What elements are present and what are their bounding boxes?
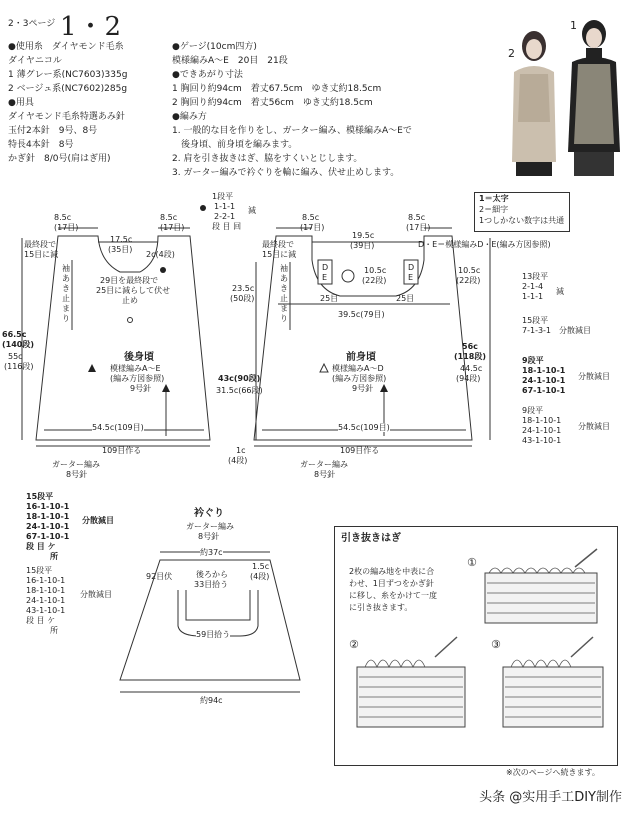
front-garter-needle: 8号針 (314, 470, 336, 479)
technique-title: 引き抜きはぎ (341, 533, 401, 544)
back-armhole-rows: (50段) (230, 294, 255, 303)
note-dec: 減 (556, 287, 564, 296)
front-d-label: D (322, 263, 329, 272)
back-top-mid-sts: (35目) (108, 245, 133, 254)
back-side-4: 止 (62, 294, 70, 303)
note-1-1-1: 1-1-1 (522, 292, 544, 301)
front-top-left: 8.5c (302, 213, 320, 222)
bl-b4: 24-1-10-1 (26, 596, 66, 605)
technique-illustrations (335, 527, 617, 765)
back-bottom-width: 54.5c(109目) (92, 423, 144, 432)
dimensions-title: ●できあがり寸法 (172, 70, 243, 80)
back-hem: 1c (236, 446, 246, 455)
back-neck: 2c(4段) (146, 250, 175, 259)
method-title: ●編み方 (172, 112, 207, 122)
bl-b1: 15段平 (26, 566, 53, 575)
materials-color2: 2 ベージュ系(NC7602)285g (8, 84, 128, 94)
back-armhole: 23.5c (232, 284, 255, 293)
front-side-6: り (280, 314, 288, 323)
back-dec-note4: 段 目 回 (212, 222, 242, 231)
back-last-row2: 15目に減 (24, 250, 59, 259)
back-length-total: 66.5c (2, 330, 27, 339)
front-needle: 9号針 (352, 384, 374, 393)
back-title: 後身頃 (124, 352, 154, 363)
back-garter-needle: 8号針 (66, 470, 88, 479)
gauge-title: ●ゲージ(10cm四方) (172, 42, 257, 52)
back-dec-note3: 2-2-1 (214, 212, 236, 221)
tools-line2: 玉付2本針 9号、8号 (8, 126, 98, 136)
technique-text1: 2枚の編み地を中表に合 (349, 567, 435, 576)
back-cast-on: 109目作る (102, 446, 142, 455)
front-de-note: D・E＝模様編みD・E(編み方図参照) (418, 240, 551, 249)
note-18-a: 18-1-10-1 (522, 366, 566, 375)
back-side-6: り (62, 314, 70, 323)
note-13rows: 13段平 (522, 272, 549, 281)
bl-a7: 所 (50, 552, 58, 561)
back-body-length-2: 31.5c(66段) (216, 386, 263, 395)
collar-width-94: 約94c (200, 696, 223, 705)
back-pattern: 模様編みA～E (110, 364, 161, 373)
bl-a1: 15段平 (26, 492, 54, 501)
note-dist-a: 分散減目 (578, 372, 610, 381)
front-side-2: あ (280, 274, 288, 283)
technique-text4: に引き抜きます。 (349, 603, 413, 612)
method-step3: 3. ガーター編みで衿ぐりを輪に編み、伏せ止めします。 (172, 168, 400, 178)
back-top-right: 8.5c (160, 213, 178, 222)
collar-needle: 8号針 (198, 532, 220, 541)
gauge-value: 模様編みA～E 20目 21段 (172, 56, 288, 66)
bl-b-dist: 分散減目 (80, 590, 112, 599)
collar-title: 衿ぐり (194, 508, 224, 519)
front-top-right-sts: (17目) (406, 223, 431, 232)
dimensions-2: 2 胸回り約94cm 着丈56cm ゆき丈約18.5cm (172, 98, 373, 108)
front-r1: 10.5c (458, 266, 481, 275)
bl-a3: 18-1-10-1 (26, 512, 70, 521)
back-top-left: 8.5c (54, 213, 72, 222)
back-hem-rows: (4段) (228, 456, 248, 465)
collar-garter: ガーター編み (186, 522, 234, 531)
back-side-5: ま (62, 304, 70, 313)
method-step1: 1. 一般的な目を作りをし、ガーター編み、模様編みA～Eで (172, 126, 412, 136)
back-stop3: 止め (122, 296, 138, 305)
front-bottom-width: 54.5c(109目) (338, 423, 390, 432)
back-stop2: 25目に減らして伏せ (96, 286, 171, 295)
note-2-1-4: 2-1-4 (522, 282, 544, 291)
materials-yarn: ダイヤニコル (8, 56, 62, 66)
bl-b3: 18-1-10-1 (26, 586, 66, 595)
front-cast-on: 109目作る (340, 446, 380, 455)
note-15rows: 15段平 (522, 316, 549, 325)
technique-text2: わせ、1目ずつをかぎ針 (349, 579, 434, 588)
front-25-right: 25目 (396, 294, 415, 303)
technique-box (334, 526, 618, 766)
note-9rows-b: 9段平 (522, 406, 544, 415)
photo-number-1: 1 (570, 19, 577, 32)
back-side-1: 袖 (62, 264, 70, 273)
front-top-right: 8.5c (408, 213, 426, 222)
bl-a2: 16-1-10-1 (26, 502, 70, 511)
back-pattern-ref: (編み方図参照) (110, 374, 165, 383)
back-length-2: 55c (8, 352, 23, 361)
note-24-a: 24-1-10-1 (522, 376, 566, 385)
front-r1-rows: (22段) (456, 276, 481, 285)
front-length-2: 44.5c (460, 364, 483, 373)
back-length-rows: (140段) (2, 340, 35, 349)
note-9rows-a: 9段平 (522, 356, 544, 365)
note-dist-b: 分散減目 (578, 422, 610, 431)
front-top-mid-sts: (39目) (350, 241, 375, 250)
legend-line3: 1つしかない数字は共通 (479, 216, 565, 225)
note-7-1-3-1: 7-1-3-1 分散減目 (522, 326, 592, 335)
back-top-left-sts: (17目) (54, 223, 79, 232)
front-d-label-right: D (408, 263, 415, 272)
front-title: 前身頃 (346, 352, 376, 363)
method-step1b: 後身頃、前身頃を編みます。 (172, 140, 298, 150)
back-length-2-rows: (116段) (4, 362, 34, 371)
back-stop1: 29目を最終段で (100, 276, 159, 285)
tools-title: ●用具 (8, 98, 34, 108)
legend-line2: 2＝細字 (479, 205, 509, 214)
back-side-2: あ (62, 274, 70, 283)
note-43-b: 43-1-10-1 (522, 436, 562, 445)
bl-b5: 43-1-10-1 (26, 606, 66, 615)
front-top-mid: 19.5c (352, 231, 375, 240)
front-side-5: ま (280, 304, 288, 313)
front-pattern-ref: (編み方図参照) (332, 374, 387, 383)
front-side-3: き (280, 284, 288, 293)
back-top-mid: 17.5c (110, 235, 133, 244)
collar-92-bind: 92目伏 (146, 572, 173, 581)
back-dec-label: 減 (248, 206, 256, 215)
front-e-label-right: E (408, 273, 414, 282)
photo-number-2: 2 (508, 47, 515, 60)
collar-back-pick1: 後ろから (196, 570, 228, 579)
front-side-4: 止 (280, 294, 288, 303)
front-last-row1: 最終段で (262, 240, 294, 249)
note-18-b: 18-1-10-1 (522, 416, 562, 425)
bl-a5: 67-1-10-1 (26, 532, 70, 541)
bl-a4: 24-1-10-1 (26, 522, 70, 531)
back-side-3: き (62, 284, 70, 293)
collar-back-pick2: 33目拾う (194, 580, 229, 589)
dimensions-1: 1 胸回り約94cm 着丈67.5cm ゆき丈約18.5cm (172, 84, 382, 94)
method-step2: 2. 肩を引き抜きはぎ、脇をすくいとじします。 (172, 154, 363, 164)
front-length-rows: (118段) (454, 352, 487, 361)
bl-b6: 段 目 ケ (26, 616, 56, 625)
materials-title: ●使用糸 ダイヤモンド毛糸 (8, 42, 124, 52)
front-side-1: 袖 (280, 264, 288, 273)
back-garter: ガーター編み (52, 460, 100, 469)
bl-a6: 段 目 ケ (26, 542, 56, 551)
front-neck-depth: 10.5c (364, 266, 387, 275)
collar-1-5c-rows: (4段) (250, 572, 270, 581)
technique-text3: に移し、糸をかけて一度 (349, 591, 437, 600)
front-neck-rows: (22段) (362, 276, 387, 285)
pattern-numbers: 1・2 (60, 12, 123, 42)
watermark: 头条 @实用手工DIY制作 (479, 790, 622, 805)
front-length-2-rows: (94段) (456, 374, 481, 383)
front-top-left-sts: (17目) (300, 223, 325, 232)
front-e-label: E (322, 273, 328, 282)
bl-b2: 16-1-10-1 (26, 576, 66, 585)
page-label: 2・3ページ (8, 19, 56, 29)
technique-step1: ① (467, 556, 477, 569)
front-garter: ガーター編み (300, 460, 348, 469)
note-24-b: 24-1-10-1 (522, 426, 562, 435)
legend-line1: 1＝太字 (479, 194, 509, 203)
note-67-a: 67-1-10-1 (522, 386, 566, 395)
back-dec-note1: 1段平 (212, 192, 234, 201)
tools-line4: かぎ針 8/0号(肩はぎ用) (8, 154, 111, 164)
continue-note: ※次のページへ続きます。 (506, 768, 600, 777)
front-length: 56c (462, 342, 478, 351)
bl-a-dist: 分散減目 (82, 516, 114, 525)
front-pattern: 模様編みA～D (332, 364, 384, 373)
back-dec-note2: 1-1-1 (214, 202, 236, 211)
front-25-left: 25目 (320, 294, 339, 303)
back-body-length: 43c(90段) (218, 374, 261, 383)
collar-width-37: 約37c (200, 548, 223, 557)
back-needle: 9号針 (130, 384, 152, 393)
technique-step2: ② (349, 638, 359, 651)
front-width: 39.5c(79目) (338, 310, 385, 319)
tools-line3: 特長4本針 8号 (8, 140, 74, 150)
collar-1-5c: 1.5c (252, 562, 270, 571)
collar-front-pick: 59目拾う (196, 630, 231, 639)
tools-line1: ダイヤモンド毛糸特選あみ針 (8, 112, 125, 122)
back-top-right-sts: (17目) (160, 223, 185, 232)
technique-step3: ③ (491, 638, 501, 651)
bl-b7: 所 (50, 626, 58, 635)
front-last-row2: 15目に減 (262, 250, 297, 259)
materials-color1: 1 薄グレー系(NC7603)335g (8, 70, 128, 80)
back-last-row1: 最終段で (24, 240, 56, 249)
